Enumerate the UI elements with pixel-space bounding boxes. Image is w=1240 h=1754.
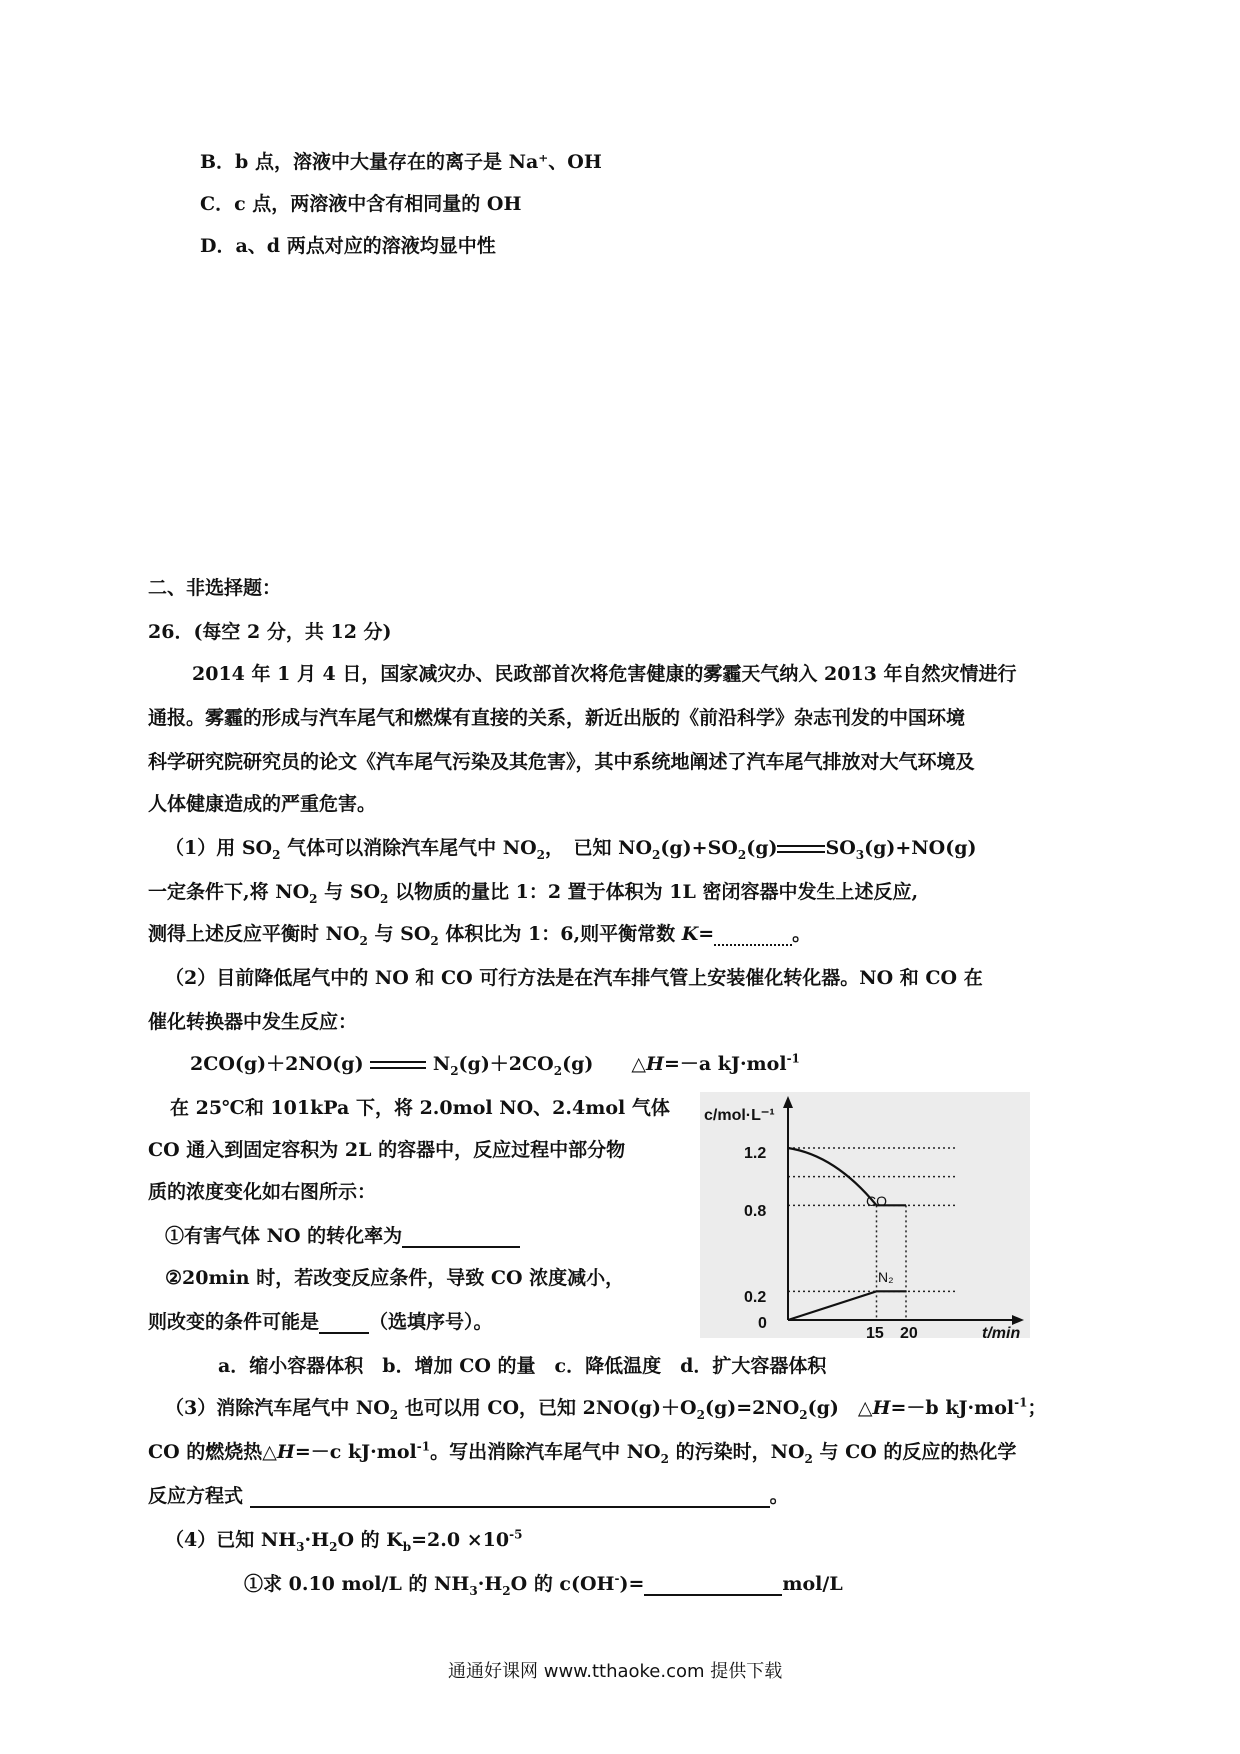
q26-part3-line-3: 反应方程式 。: [148, 1485, 789, 1507]
answer-blank-k[interactable]: [714, 924, 792, 946]
q26-part3-line-2: CO 的燃烧热△H=－c kJ·mol$^{-1}$。写出消除汽车尾气中 $NO_2$ 的污染时，$NO_2$ 与 CO 的反应的热化学: [148, 1439, 1017, 1466]
q26-part1-line-1: （1）用 $SO_2$ 气体可以消除汽车尾气中 $NO_2$， 已知 $NO_2(g)+SO_2(g)$ $SO_3(g)+NO(g)$: [165, 837, 977, 862]
q26-intro-line-3: 科学研究院研究员的论文《汽车尾气污染及其危害》，其中系统地阐述了汽车尾气排放对大气环境及: [148, 751, 975, 773]
x-axis-label: t/min: [982, 1325, 1021, 1338]
y-tick-0: 0: [758, 1315, 767, 1332]
chart-svg: [700, 1092, 1030, 1338]
answer-blank-conversion[interactable]: [402, 1226, 520, 1248]
series-n2-line: [788, 1291, 906, 1320]
q26-part2-choices: a．缩小容器体积 b．增加 CO 的量 c．降低温度 d．扩大容器体积: [218, 1355, 827, 1377]
equilibrium-arrow-2: [370, 1059, 426, 1071]
x-axis-arrow: [1012, 1315, 1024, 1325]
q26-header: 26．(每空 2 分，共 12 分): [148, 621, 392, 643]
x-tick-15: 15: [866, 1325, 884, 1338]
y-axis-label: c/mol·L⁻¹: [704, 1107, 775, 1124]
q26-part2-sub-2: ②20min 时，若改变反应条件，导致 CO 浓度减小，: [165, 1267, 625, 1289]
q26-part1-line-3: 测得上述反应平衡时 $NO_2$ 与 $SO_2$ 体积比为 1：6,则平衡常数 K= 。: [148, 923, 812, 948]
q26-part2-sub-1: ①有害气体 NO 的转化率为: [165, 1224, 520, 1248]
q26-part1-line-2: 一定条件下,将 $NO_2$ 与 $SO_2$ 以物质的量比 1：2 置于体积为 1L 密闭容器中发生上述反应,: [148, 881, 919, 906]
y-tick-1-2: 1.2: [744, 1145, 767, 1162]
series-label-co: CO: [866, 1193, 887, 1209]
q26-part3-line-1: （3）消除汽车尾气中 $NO_2$ 也可以用 CO，已知 $2NO(g)+O_2(g)=2NO_2(g)$ △H=－b kJ·mol$^{-1}$；: [165, 1395, 1047, 1422]
q26-part2-cond-2: CO 通入到固定容积为 2L 的容器中，反应过程中部分物: [148, 1139, 626, 1161]
option-d: D．a、d 两点对应的溶液均显中性: [200, 235, 496, 257]
concentration-chart: [700, 1092, 1030, 1338]
q26-intro-line-4: 人体健康造成的严重危害。: [148, 793, 377, 815]
answer-blank-equation[interactable]: [250, 1486, 770, 1508]
q26-part2-line-1: （2）目前降低尾气中的 NO 和 CO 可行方法是在汽车排气管上安装催化转化器。NO 和 CO 在: [165, 967, 983, 989]
q26-intro-line-2: 通报。雾霾的形成与汽车尾气和燃煤有直接的关系，新近出版的《前沿科学》杂志刊发的中国环境: [148, 707, 966, 729]
q26-part2-equation: 2CO(g)＋2NO(g) $N_2(g)+2CO_2(g)$ △H=－a kJ·mol$^{-1}$: [190, 1051, 800, 1078]
y-tick-0-8: 0.8: [744, 1203, 767, 1220]
y-axis-arrow: [783, 1096, 793, 1108]
q26-part2-cond-1: 在 25℃和 101kPa 下，将 2.0mol NO、2.4mol 气体: [170, 1097, 670, 1119]
answer-blank-condition[interactable]: [319, 1312, 369, 1334]
q26-part4-sub-1: ①求 0.10 mol/L 的 $NH_3\cdot H_2O$ 的 c(OH-)= mol/L: [244, 1571, 843, 1598]
section-title: 二、非选择题：: [148, 577, 282, 599]
q26-intro-line-1: 2014 年 1 月 4 日，国家减灾办、民政部首次将危害健康的雾霾天气纳入 2013 年自然灾情进行: [192, 663, 1017, 685]
x-tick-20: 20: [900, 1325, 918, 1338]
q26-part2-sub-3: 则改变的条件可能是 （选填序号）。: [148, 1311, 493, 1333]
footer-text: 通通好课网 www.tthaoke.com 提供下载: [448, 1661, 783, 1682]
equilibrium-arrow: [777, 843, 825, 855]
answer-blank-oh[interactable]: [644, 1574, 782, 1596]
y-tick-0-2: 0.2: [744, 1289, 767, 1306]
q26-part4-line-1: （4）已知 $NH_3\cdot H_2O$ 的 $K_b=2.0 \times 10^{-5}$: [165, 1527, 523, 1554]
series-label-n2: N₂: [878, 1269, 894, 1285]
q26-part2-line-2: 催化转换器中发生反应：: [148, 1011, 358, 1033]
q26-part2-cond-3: 质的浓度变化如右图所示：: [148, 1181, 377, 1203]
option-b: B．b 点，溶液中大量存在的离子是 Na⁺、OH: [200, 151, 602, 173]
option-c: C．c 点，两溶液中含有相同量的 OH: [200, 193, 522, 215]
